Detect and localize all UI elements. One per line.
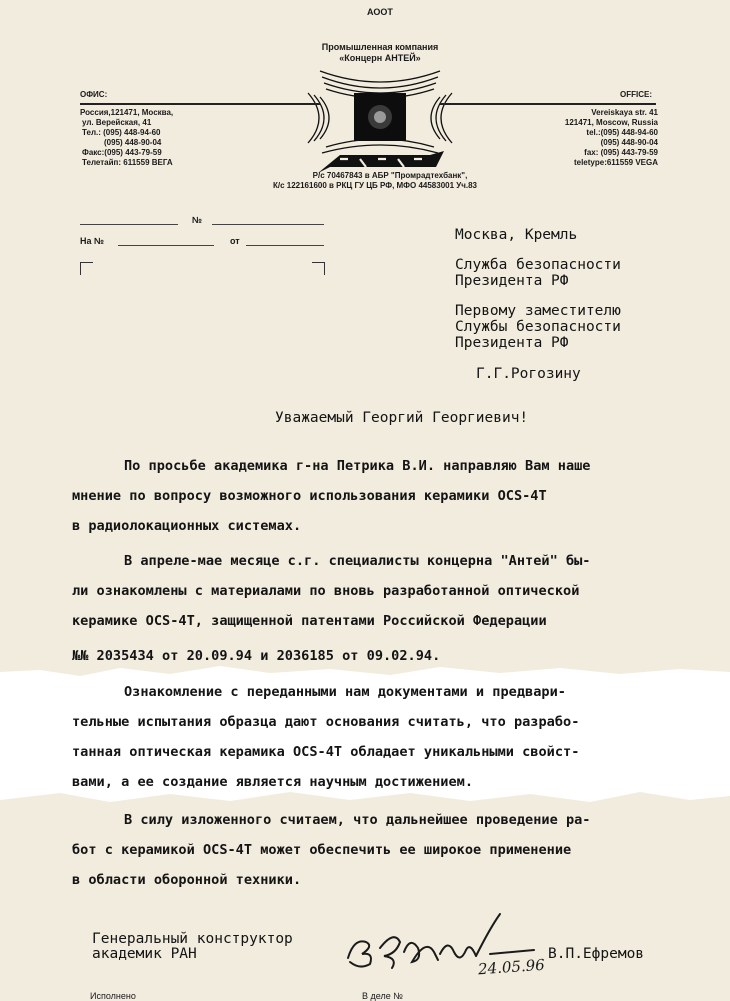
letterhead-rule-left	[80, 103, 320, 105]
reply-to-date-line	[246, 245, 324, 246]
salutation: Уважаемый Георгий Георгиевич!	[275, 410, 529, 426]
org-type: АООТ	[367, 7, 393, 17]
addressee-title-line-1: Первому заместителю	[455, 303, 621, 319]
bank-line-2: К/с 122161600 в РКЦ ГУ ЦБ РФ, МФО 44583001 Уч.83	[272, 181, 478, 190]
paragraph-2-line: В апреле-мае месяце с.г. специалисты концерна "Антей" бы-	[124, 553, 591, 569]
signatory-name: В.П.Ефремов	[548, 946, 645, 962]
addressee-city: Москва, Кремль	[455, 227, 578, 243]
signatory-position-line-1: Генеральный конструктор	[92, 931, 293, 947]
org-line-2: «Концерн АНТЕЙ»	[339, 53, 421, 63]
handwritten-date: 24.05.96	[477, 955, 546, 979]
paragraph-2-line: ли ознакомлены с материалами по вновь разработанной оптической	[72, 583, 580, 599]
office-ru-label: ОФИС:	[80, 90, 108, 99]
outgoing-date-line	[80, 224, 178, 225]
address-ru-line: (095) 448-90-04	[104, 138, 162, 147]
address-en-line: 121471, Moscow, Russia	[564, 118, 658, 127]
addressee-org-line-2: Президента РФ	[455, 273, 569, 289]
paragraph-4-line: в области оборонной техники.	[72, 872, 302, 888]
footer-file-number-label: В деле №	[362, 991, 403, 1001]
address-ru-line: Россия,121471, Москва,	[80, 108, 174, 117]
outgoing-number-line	[212, 224, 324, 225]
reply-to-date-label: от	[230, 236, 240, 246]
office-en-label: OFFICE:	[620, 90, 652, 99]
address-en-line: fax: (095) 443-79-59	[584, 148, 658, 157]
paragraph-2-line: №№ 2035434 от 20.09.94 и 2036185 от 09.02.94.	[72, 648, 441, 664]
addressee-title-line-3: Президента РФ	[455, 335, 569, 351]
paragraph-1-line: в радиолокационных системах.	[72, 518, 302, 534]
address-corner-right	[312, 262, 325, 275]
addressee-org-line-1: Служба безопасности	[455, 257, 621, 273]
paragraph-4-line: бот с керамикой OCS-4T может обеспечить ее широкое применение	[72, 842, 572, 858]
reply-to-number-label: На №	[80, 236, 105, 246]
paragraph-1-line: По просьбе академика г-на Петрика В.И. направляю Вам наше	[124, 458, 591, 474]
paragraph-1-line: мнение по вопросу возможного использования керамики OCS-4T	[72, 488, 547, 504]
signatory-position-line-2: академик РАН	[92, 946, 197, 962]
addressee-name: Г.Г.Рогозину	[476, 366, 581, 382]
address-en-line: (095) 448-90-04	[600, 138, 658, 147]
addressee-title-line-2: Службы безопасности	[455, 319, 621, 335]
address-ru-line: Тел.: (095) 448-94-60	[82, 128, 161, 137]
org-line-1: Промышленная компания	[321, 42, 439, 52]
paragraph-3-line: танная оптическая керамика OCS-4T обладает уникальными свойст-	[72, 744, 580, 760]
paragraph-4-line: В силу изложенного считаем, что дальнейшее проведение ра-	[124, 812, 591, 828]
reply-to-number-line	[118, 245, 214, 246]
paragraph-3-line: вами, а ее создание является научным достижением.	[72, 774, 474, 790]
footer-executed-label: Исполнено	[90, 991, 136, 1001]
antey-logo	[300, 63, 460, 183]
address-corner-left	[80, 262, 93, 275]
address-ru-line: ул. Верейская, 41	[82, 118, 152, 127]
address-en-line: teletype:611559 VEGA	[573, 158, 658, 167]
letterhead-rule-right	[440, 103, 656, 105]
address-ru-line: Факс:(095) 443-79-59	[82, 148, 162, 157]
address-ru-line: Телетайп: 611559 ВЕГА	[82, 158, 173, 167]
address-en-line: tel.:(095) 448-94-60	[586, 128, 658, 137]
address-en-line: Vereiskaya str. 41	[591, 108, 658, 117]
bank-line-1: Р/с 70467843 в АБР "Промрадтехбанк",	[312, 171, 468, 180]
paragraph-3-line: тельные испытания образца дают основания считать, что разрабо-	[72, 714, 580, 730]
paragraph-2-line: керамике OCS-4T, защищенной патентами Российской Федерации	[72, 613, 547, 629]
outgoing-number-label: №	[192, 215, 203, 225]
paragraph-3-line: Ознакомление с переданными нам документами и предвари-	[124, 684, 566, 700]
